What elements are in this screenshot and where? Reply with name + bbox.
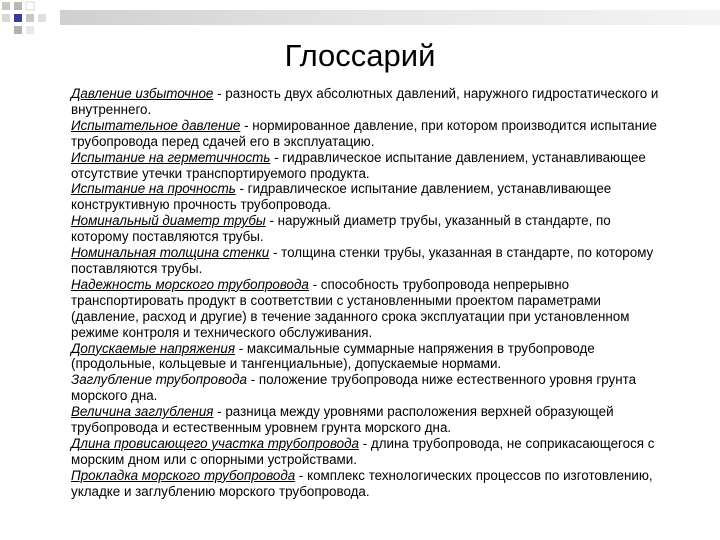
deco-square — [2, 14, 10, 22]
glossary-term: Давление избыточное — [71, 86, 214, 101]
glossary-definition: - способность трубопровода непрерывно транспортировать продукт в соответствии с установленными проектом параметрами (давление, расход и другие) в течение заданного срока эксплуатации при установленном режиме контроля и технического обслуживания. — [71, 276, 630, 340]
glossary-entry — [71, 468, 663, 500]
glossary-term: Номинальный диаметр трубы — [71, 213, 266, 229]
glossary-list — [71, 86, 663, 500]
header-banner — [60, 10, 720, 25]
glossary-entry — [71, 181, 663, 213]
glossary-term: Прокладка морского трубопровода — [71, 467, 296, 483]
glossary-entry — [71, 436, 663, 468]
glossary-definition: - комплекс технологических процессов по изготовлению, укладке и заглублению морского трубопровода. — [71, 467, 653, 499]
deco-square — [26, 2, 34, 10]
glossary-entry — [71, 213, 663, 245]
glossary-definition: - гидравлическое испытание давлением, устанавливающее отсутствие утечки транспортируемого продукта. — [71, 149, 646, 181]
glossary-definition: - гидравлическое испытание давлением, устанавливающее конструктивную прочность трубопровода. — [71, 181, 612, 213]
glossary-definition: - нормированное давление, при котором производится испытание трубопровода перед сдачей его в эксплуатацию. — [71, 117, 657, 149]
glossary-entry — [71, 341, 663, 373]
glossary-entry — [71, 245, 663, 277]
glossary-definition: - наружный диаметр трубы, указанный в стандарте, по которому поставляются трубы. — [71, 213, 611, 245]
deco-square — [38, 14, 46, 22]
glossary-entry — [71, 404, 663, 436]
glossary-term: Номинальная толщина стенки — [71, 245, 270, 261]
glossary-term: Надежность морского трубопровода — [71, 276, 309, 292]
glossary-term: Допускаемые напряжения — [71, 340, 236, 356]
deco-square — [14, 26, 22, 34]
deco-square — [14, 2, 22, 10]
glossary-definition: - разница между уровнями расположения верхней образующей трубопровода и естественным уровнем грунта морского дна. — [71, 404, 614, 436]
deco-square — [26, 14, 34, 22]
header-decoration — [0, 0, 720, 40]
glossary-term: Заглубление трубопровода — [71, 372, 247, 388]
glossary-term: Испытание на герметичность — [71, 149, 271, 165]
glossary-definition: - толщина стенки трубы, указанная в стандарте, по которому поставляются трубы. — [71, 245, 654, 276]
glossary-entry — [71, 118, 663, 150]
glossary-entry — [71, 150, 663, 182]
deco-square — [14, 14, 22, 22]
glossary-entry — [71, 372, 663, 404]
glossary-term: Величина заглубления — [71, 404, 214, 420]
glossary-term: Испытательное давление — [71, 117, 241, 133]
glossary-definition: - длина трубопровода, не соприкасающегося с морским дном или с опорными устройствами. — [71, 435, 655, 467]
deco-square — [26, 26, 34, 34]
slide-title: Глоссарий — [284, 38, 436, 73]
deco-square — [2, 2, 10, 10]
glossary-definition: - максимальные суммарные напряжения в трубопроводе (продольные, кольцевые и тангенциальные), допускаемые нормами. — [71, 340, 595, 372]
glossary-entry — [71, 277, 663, 341]
glossary-definition: - положение трубопровода ниже естественного уровня грунта морского дна. — [71, 372, 637, 404]
glossary-term: Испытание на прочность — [71, 181, 236, 197]
glossary-term: Длина провисающего участка трубопровода — [71, 435, 359, 451]
glossary-definition: - разность двух абсолютных давлений, наружного гидростатического и внутреннего. — [71, 86, 659, 117]
glossary-entry — [71, 86, 663, 118]
